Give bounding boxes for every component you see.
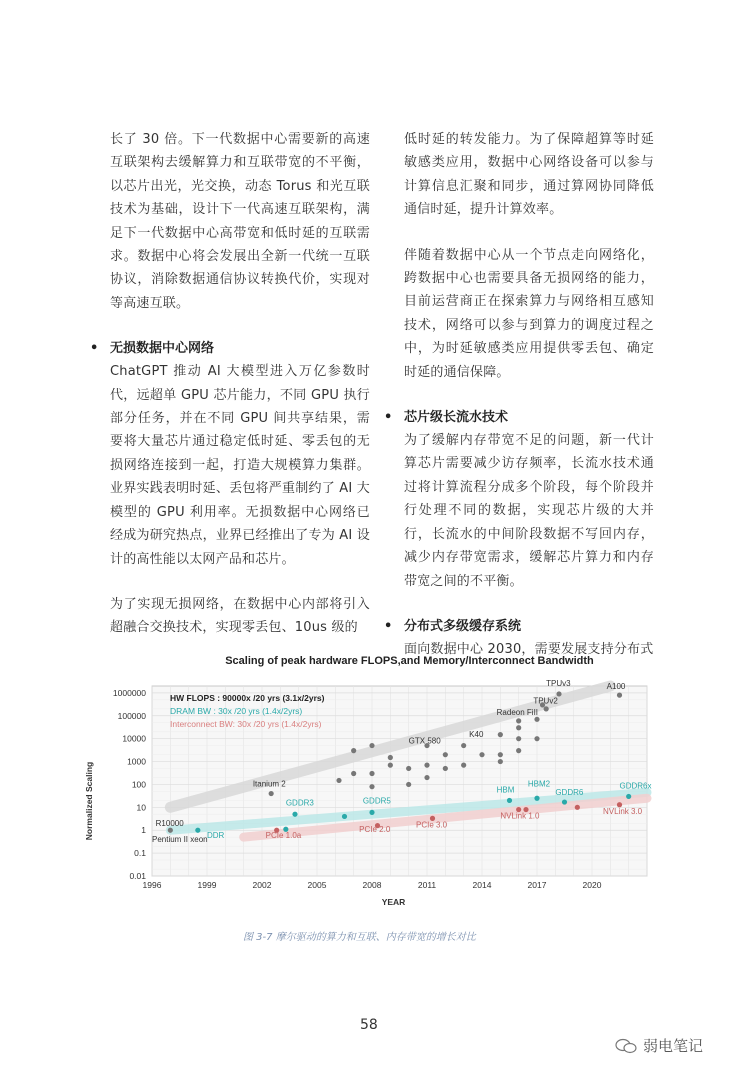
x-tick-label: 2014	[472, 880, 492, 890]
data-point	[498, 759, 503, 764]
data-label: NVLink 1.0	[500, 811, 540, 821]
y-tick-label: 1	[141, 825, 146, 836]
paragraph: 长了 30 倍。下一代数据中心需要新的高速互联架构去缓解算力和互联带宽的不平衡，以芯片出光，光交换，动态 Torus 和光互联技术为基础，设计下一代高速互联架构，满足下一代数据中心高带宽和低时延的互联需求。数据中心将会发展出全新一代统一互联协议，消除数据通信协议转换代价，实现对等高速互联。	[110, 132, 370, 311]
data-label: TPUv3	[546, 679, 571, 688]
data-label: HBM2	[527, 779, 551, 789]
data-point	[342, 814, 347, 819]
data-point	[388, 755, 393, 760]
data-label: TPUv2	[533, 696, 558, 706]
data-point	[406, 782, 411, 787]
paragraph: ChatGPT 推动 AI 大模型进入万亿参数时代，远超单 GPU 芯片能力，不同 GPU 执行部分任务，并在不同 GPU 间共享结果，需要将大量芯片通过稳定低时延、零丢包的无损网络连接到一起，打造大规模算力集群。业界实践表明时延、丢包将严重制约了 AI 大模型的 GPU 利用率。无损数据中心网络已经成为研究热点，业界已经推出了专为 AI 设计的高性能以太网产品和芯片。	[110, 364, 370, 567]
paragraph: 为了缓解内存带宽不足的问题，新一代计算芯片需要减少访存频率，长流水技术通过将计算流程分成多个阶段，每个阶段并行处理不同的数据，实现芯片级的大并行，长流水的中间阶段数据不写回内存，减少内存带宽需求，缓解芯片算力和内存带宽之间的不平衡。	[404, 433, 654, 589]
bullet-icon: •	[384, 410, 393, 426]
data-point	[534, 796, 539, 801]
data-label: GDDR3	[285, 798, 314, 808]
x-tick-label: 1999	[197, 880, 217, 890]
data-point	[351, 748, 356, 753]
heading-text: 无损数据中心网络	[110, 341, 215, 357]
data-point	[388, 763, 393, 768]
data-label: GDDR6	[555, 787, 584, 797]
data-label: R10000	[155, 819, 184, 829]
section-heading	[90, 337, 370, 360]
x-tick-label: 2017	[527, 880, 547, 890]
y-tick-label: 100	[131, 779, 146, 790]
y-tick-label: 0.01	[129, 871, 146, 881]
legend-entry: Interconnect BW: 30x /20 yrs (1.4x/2yrs)	[170, 719, 322, 729]
data-point	[479, 752, 484, 757]
data-point	[369, 743, 374, 748]
section-heading	[384, 615, 654, 638]
wechat-icon	[615, 1038, 637, 1054]
data-point	[516, 718, 521, 723]
data-point	[168, 828, 173, 833]
data-point	[461, 743, 466, 748]
y-tick-label: 1000	[127, 756, 146, 767]
bullet-icon: •	[90, 341, 99, 357]
watermark-text: 弱电笔记	[643, 1037, 704, 1055]
data-point	[534, 717, 539, 722]
data-point	[292, 812, 297, 817]
left-column	[90, 128, 370, 640]
heading-text: 芯片级长流水技术	[404, 410, 509, 426]
data-point	[507, 798, 512, 803]
data-point	[424, 775, 429, 780]
data-point	[351, 771, 356, 776]
y-tick-label: 10	[136, 802, 146, 813]
data-point	[544, 706, 549, 711]
data-point	[498, 732, 503, 737]
x-axis-label: YEAR	[381, 897, 406, 907]
data-point	[424, 763, 429, 768]
data-point	[534, 736, 539, 741]
data-point	[443, 752, 448, 757]
y-tick-label: 1000000	[112, 687, 146, 698]
data-point	[626, 794, 631, 799]
data-point	[516, 725, 521, 730]
page-number: 58	[360, 1017, 378, 1033]
right-column	[384, 128, 654, 661]
x-tick-label: 1996	[142, 880, 162, 890]
data-label: NVLink 3.0	[603, 807, 643, 817]
data-label: GTX 580	[408, 736, 441, 746]
x-tick-label: 2002	[252, 880, 272, 890]
y-tick-label: 100000	[117, 710, 146, 721]
scaling-chart	[80, 648, 660, 918]
data-label: Radeon FiII	[496, 707, 539, 717]
section-heading	[384, 406, 654, 429]
paragraph: 为了实现无损网络，在数据中心内部将引入超融合交换技术，实现零丢包、10us 级的	[110, 596, 370, 636]
data-label: PCIe 2.0	[359, 824, 391, 834]
data-point	[369, 810, 374, 815]
x-tick-label: 2020	[582, 880, 602, 890]
data-point	[406, 766, 411, 771]
paragraph: 伴随着数据中心从一个节点走向网络化，跨数据中心也需要具备无损网络的能力，目前运营商正在探索算力与网络相互感知技术，网络可以参与到算力的调度过程之中，为时延敏感类应用提供零丢包、确定时延的通信保障。	[404, 247, 654, 380]
data-label: DDR	[207, 831, 225, 841]
data-label: Itanium 2	[252, 779, 286, 789]
chart-title: Scaling of peak hardware FLOPS,and Memory/Interconnect Bandwidth	[225, 655, 594, 667]
data-label: A100	[606, 681, 626, 691]
y-axis-label: Normalized Scaling	[84, 761, 94, 841]
data-label: K40	[469, 729, 484, 739]
x-tick-label: 2011	[417, 880, 437, 890]
data-point	[617, 693, 622, 698]
data-point	[336, 778, 341, 783]
legend-entry: HW FLOPS : 90000x /20 yrs (3.1x/2yrs)	[170, 693, 325, 703]
data-point	[516, 736, 521, 741]
data-point	[575, 805, 580, 810]
legend-entry: DRAM BW : 30x /20 yrs (1.4x/2yrs)	[170, 706, 303, 716]
data-label: GDDR5	[362, 796, 391, 806]
data-label: GDDR6x	[619, 781, 652, 791]
data-point	[269, 791, 274, 796]
bullet-icon: •	[384, 618, 393, 634]
paragraph: 低时延的转发能力。为了保障超算等时延敏感类应用，数据中心网络设备可以参与计算信息汇聚和同步，通过算网协同降低通信时延，提升计算效率。	[404, 132, 654, 218]
y-tick-label: 10000	[122, 733, 146, 744]
data-point	[443, 766, 448, 771]
x-tick-label: 2008	[362, 880, 382, 890]
data-point	[516, 748, 521, 753]
data-label: HBM	[496, 785, 515, 795]
data-point	[369, 784, 374, 789]
data-point	[498, 752, 503, 757]
data-label: Pentium II xeon	[152, 835, 208, 845]
data-point	[461, 763, 466, 768]
y-tick-label: 0.1	[134, 848, 146, 859]
figure-caption: 图 3-7 摩尔驱动的算力和互联、内存带宽的增长对比	[243, 932, 476, 943]
data-label: PCIe 3.0	[416, 820, 448, 830]
data-point	[195, 828, 200, 833]
data-point	[562, 799, 567, 804]
x-tick-label: 2005	[307, 880, 327, 890]
paragraph: 面向数据中心 2030，需要发展支持分布式	[404, 641, 654, 657]
heading-text: 分布式多级缓存系统	[404, 618, 522, 634]
watermark	[615, 1035, 703, 1056]
data-label: PCIe 1.0a	[265, 831, 302, 841]
data-point	[369, 771, 374, 776]
